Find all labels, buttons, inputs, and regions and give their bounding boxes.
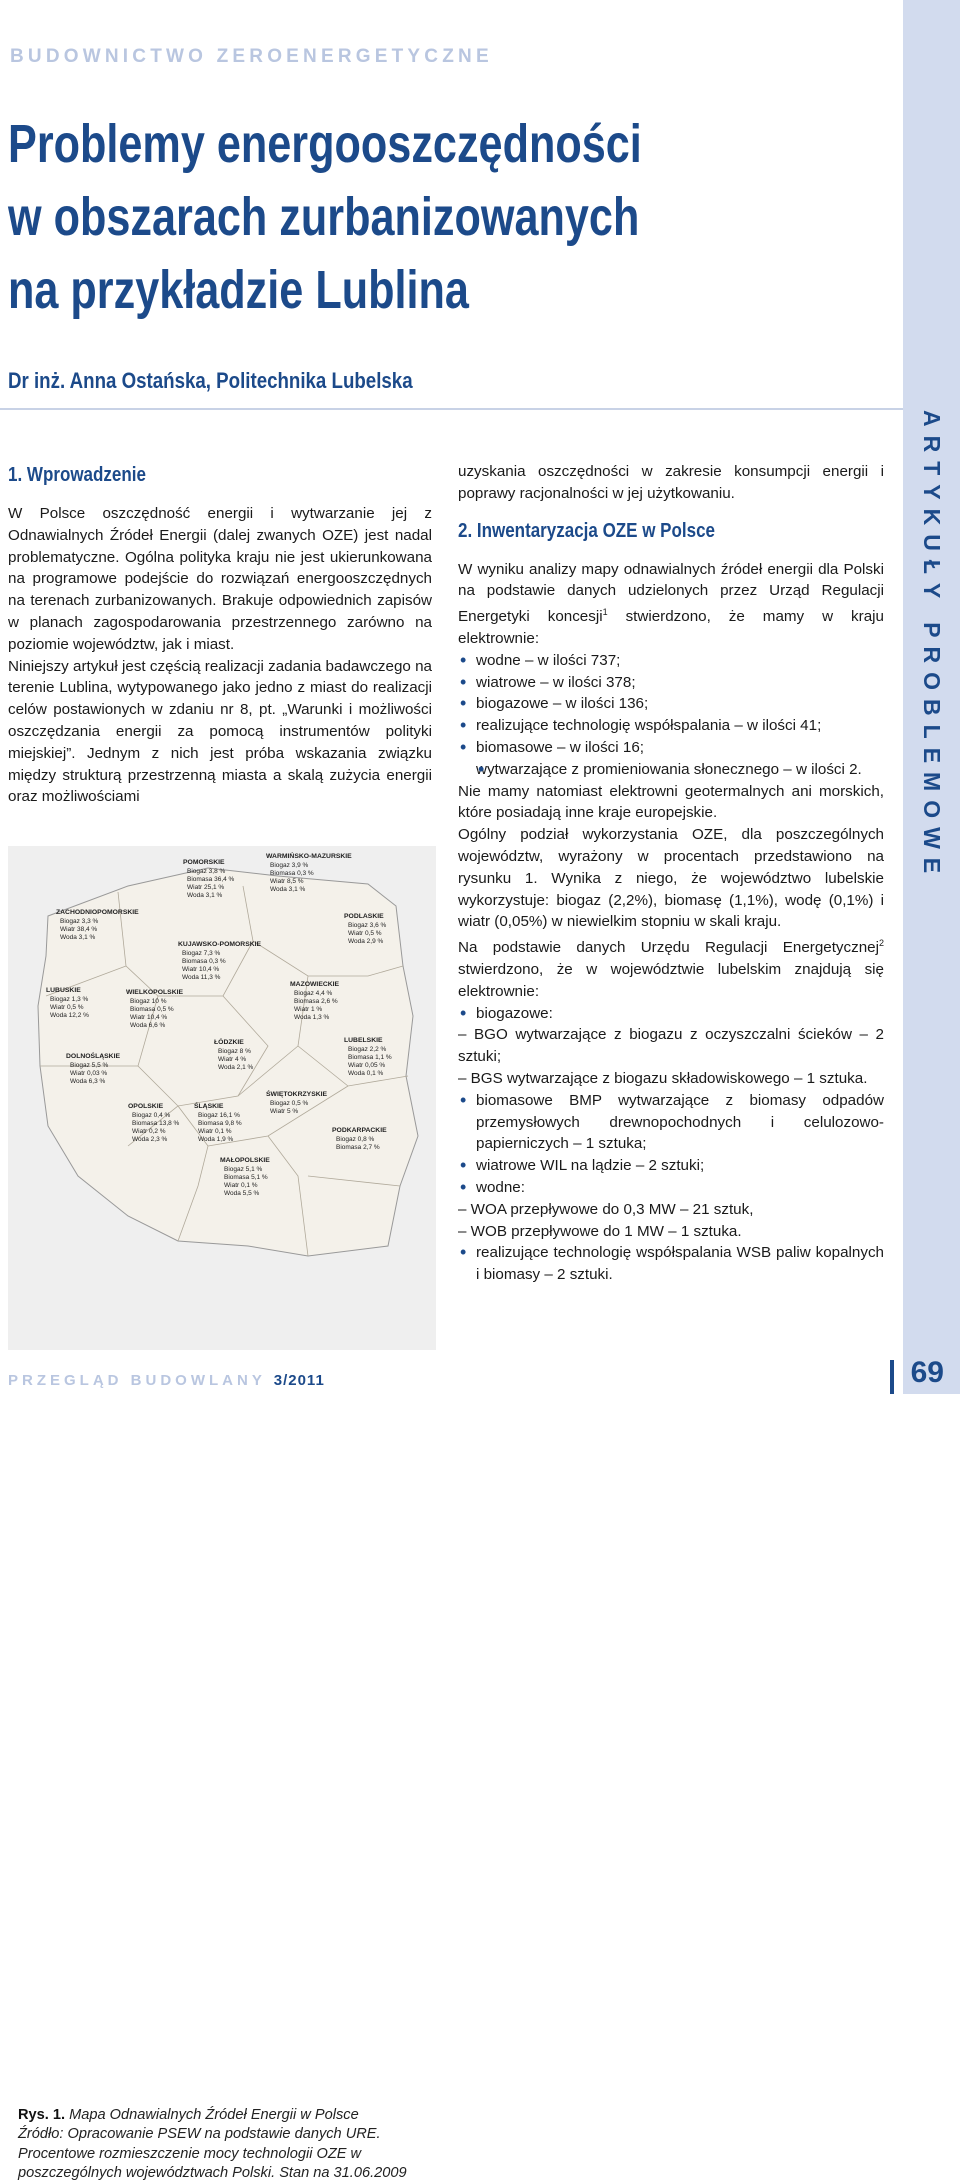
- inventory-paragraph-2: Nie mamy natomiast elektrowni geotermalnych ani morskich, które posiadają inne kraje europejskie.: [458, 782, 884, 822]
- poland-map: [8, 846, 436, 1266]
- list-item: • wiatrowe – w ilości 378;: [458, 672, 884, 694]
- region-value: Biogaz 10 %: [130, 998, 167, 1005]
- inventory-paragraph-4: [458, 933, 884, 1002]
- footer-divider: [890, 1360, 894, 1394]
- title-line-2: w obszarach zurbanizowanych: [8, 187, 640, 247]
- region-value: Biogaz 1,3 %: [50, 996, 89, 1003]
- region-value: Biogaz 5,5 %: [70, 1062, 109, 1069]
- region-value: Biomasa 0,5 %: [130, 1006, 174, 1013]
- list-item: • wiatrowe WIL na lądzie – 2 sztuki;: [458, 1155, 884, 1177]
- region-name: OPOLSKIE: [128, 1103, 164, 1110]
- region-value: Woda 1,3 %: [294, 1014, 330, 1021]
- ure-text: Na podstawie danych Urzędu Regulacji Energetycznej: [458, 939, 879, 957]
- region-value: Wiatr 0,05 %: [348, 1062, 386, 1069]
- region-value: Biomasa 36,4 %: [187, 876, 235, 883]
- region-value: Wiatr 0,1 %: [198, 1128, 232, 1135]
- section-heading-intro: 1. Wprowadzenie: [8, 464, 146, 486]
- inventory-paragraph-1: [458, 559, 884, 650]
- region-value: Woda 3,1 %: [60, 934, 96, 941]
- intro-paragraph-2: Niniejszy artykuł jest częścią realizacji zadania badawczego na terenie Lublina, wytypowanego jako jedno z miast do realizacji celów postawionych w zdaniu nr 8, pt. „Warunki i możliwości oszczędzania energii za pomocą instrumentów polityki miejskiej”. Jednym z nich jest próba wskazania związku między strukturą przestrzenną miasta a skalą zużycia energii oraz możliwościami: [8, 657, 432, 806]
- region-value: Woda 6,6 %: [130, 1022, 166, 1029]
- section-kicker: BUDOWNICTWO ZEROENERGETYCZNE: [10, 46, 493, 67]
- list-item: • biogazowe:: [458, 1003, 884, 1025]
- region-value: Biogaz 3,8 %: [187, 868, 226, 875]
- region-value: Wiatr 0,1 %: [224, 1182, 258, 1189]
- inventory-paragraph-3: Ogólny podział wykorzystania OZE, dla poszczególnych województw, wyrażony w procentach przedstawiono na rysunku 1. Wynika z niego, że województwo lubelskie wykorzystuje: biogaz (2,2%), biomasę (1,1%), wodę (0,1%) i wiatr (0,05%) w niewielkim stopniu w skali kraju.: [458, 826, 884, 931]
- region-value: Wiatr 10,4 %: [130, 1014, 168, 1021]
- region-name: LUBELSKIE: [344, 1037, 383, 1044]
- region-name: ŚWIĘTOKRZYSKIE: [266, 1091, 328, 1098]
- region-value: Biomasa 2,7 %: [336, 1144, 380, 1151]
- region-value: Woda 3,1 %: [270, 886, 306, 893]
- region-value: Biogaz 7,3 %: [182, 950, 221, 957]
- list-item: • wodne:: [458, 1177, 884, 1199]
- author-line: Dr inż. Anna Ostańska, Politechnika Lubelska: [8, 368, 413, 393]
- header-divider: [0, 408, 903, 410]
- region-name: POMORSKIE: [183, 859, 225, 866]
- right-column: [458, 461, 884, 1286]
- region-name: DOLNOŚLĄSKIE: [66, 1053, 121, 1060]
- region-value: Woda 12,2 %: [50, 1012, 89, 1019]
- region-value: Biomasa 0,3 %: [182, 958, 226, 965]
- region-value: Biomasa 9,8 %: [198, 1120, 242, 1127]
- region-value: Biogaz 3,6 %: [348, 922, 387, 929]
- region-value: Woda 5,5 %: [224, 1190, 260, 1197]
- region-value: Wiatr 0,2 %: [132, 1128, 166, 1135]
- region-value: Biomasa 0,3 %: [270, 870, 314, 877]
- region-value: Biogaz 0,5 %: [270, 1100, 309, 1107]
- region-value: Biogaz 3,3 %: [60, 918, 99, 925]
- region-name: MAZOWIECKIE: [290, 981, 340, 988]
- region-name: WARMIŃSKO-MAZURSKIE: [266, 853, 352, 860]
- inventory-text: W wyniku analizy mapy odnawialnych źródeł energii dla Polski na podstawie danych udzielonych przez Urząd Regulacji Energetyki koncesji: [458, 560, 884, 626]
- region-value: Woda 2,9 %: [348, 938, 384, 945]
- article-title: [8, 108, 712, 327]
- region-value: Wiatr 25,1 %: [187, 884, 225, 891]
- region-value: Biomasa 13,8 %: [132, 1120, 180, 1127]
- region-name: PODLASKIE: [344, 913, 384, 920]
- region-value: Woda 3,1 %: [187, 892, 223, 899]
- region-name: ŚLĄSKIE: [194, 1103, 224, 1110]
- region-name: WIELKOPOLSKIE: [126, 989, 184, 996]
- footer-journal: [8, 1372, 325, 1389]
- list-subitem: – BGO wytwarzające z biogazu z oczyszczalni ścieków – 2 sztuki;: [458, 1026, 884, 1066]
- list-subitem: – WOA przepływowe do 0,3 MW – 21 sztuk,: [458, 1200, 754, 1218]
- region-value: Wiatr 0,5 %: [348, 930, 382, 937]
- region-value: Biogaz 4,4 %: [294, 990, 333, 997]
- list-item: • wytwarzające z promieniowania słonecznego – w ilości 2.: [458, 759, 884, 781]
- region-value: Woda 0,1 %: [348, 1070, 384, 1077]
- caption-label: Rys. 1.: [18, 2107, 66, 2123]
- continued-paragraph: uzyskania oszczędności w zakresie konsumpcji energii i poprawy racjonalności w jej użytkowaniu.: [458, 463, 884, 502]
- title-line-1: Problemy energooszczędności: [8, 114, 642, 174]
- region-value: Woda 11,3 %: [182, 974, 221, 981]
- region-value: Biogaz 0,8 %: [336, 1136, 375, 1143]
- journal-name: PRZEGLĄD BUDOWLANY: [8, 1372, 274, 1389]
- region-value: Wiatr 38,4 %: [60, 926, 98, 933]
- region-name: MAŁOPOLSKIE: [220, 1157, 270, 1164]
- footnote-ref-1: 1: [602, 607, 608, 618]
- caption-title: Mapa Odnawialnych Źródeł Energii w Polsce: [65, 2107, 359, 2123]
- intro-paragraph-1: W Polsce oszczędność energii i wytwarzanie jej z Odnawialnych Źródeł Energii (dalej zwanych OZE) jest nadal problematyczne. Ogólna polityka kraju nie jest ukierunkowana na programowe podejście do rozwiązań energooszczędnych na terenach zurbanizowanych. Brakuje odpowiednich zapisów w planach zagospodarowania przestrzennego zarówno na poziomie województw, jak i miast.: [8, 505, 432, 653]
- region-value: Wiatr 0,5 %: [50, 1004, 84, 1011]
- region-value: Woda 2,3 %: [132, 1136, 168, 1143]
- list-item: • biomasowe – w ilości 16;: [458, 737, 884, 759]
- title-line-3: na przykładzie Lublina: [8, 260, 469, 320]
- journal-issue: 3/2011: [273, 1372, 325, 1389]
- sidebar-label: ARTYKUŁY PROBLEMOWE: [919, 410, 945, 883]
- region-value: Wiatr 4 %: [218, 1056, 247, 1063]
- region-value: Biomasa 1,1 %: [348, 1054, 392, 1061]
- region-value: Woda 6,3 %: [70, 1078, 106, 1085]
- region-name: LUBUSKIE: [46, 987, 81, 994]
- figure-caption: [18, 2106, 438, 2184]
- list-item: • biomasowe BMP wytwarzające z biomasy odpadów przemysłowych drewnopochodnych i celulozowo-papierniczych – 1 sztuka;: [458, 1090, 884, 1155]
- region-value: Wiatr 1 %: [294, 1006, 323, 1013]
- region-value: Woda 1,9 %: [198, 1136, 234, 1143]
- caption-source: Źródło: Opracowanie PSEW na podstawie danych URE. Procentowe rozmieszczenie mocy technologii OZE w poszczególnych województwach Polski. Stan na 31.06.2009: [18, 2126, 407, 2182]
- region-value: Wiatr 0,03 %: [70, 1070, 108, 1077]
- list-item: • biogazowe – w ilości 136;: [458, 693, 884, 715]
- region-name: PODKARPACKIE: [332, 1127, 387, 1134]
- list-item: • realizujące technologię współspalania – w ilości 41;: [458, 715, 884, 737]
- section-heading-inventory: 2. Inwentaryzacja OZE w Polsce: [458, 519, 715, 542]
- region-name: ZACHODNIOPOMORSKIE: [56, 909, 139, 916]
- region-value: Biomasa 5,1 %: [224, 1174, 268, 1181]
- region-value: Wiatr 5 %: [270, 1108, 299, 1115]
- region-value: Biogaz 8 %: [218, 1048, 251, 1055]
- plant-type-list: [458, 650, 884, 781]
- list-item: • realizujące technologię współspalania WSB paliw kopalnych i biomasy – 2 sztuki.: [458, 1242, 884, 1286]
- region-name: ŁÓDZKIE: [214, 1039, 244, 1046]
- left-column: [8, 463, 432, 808]
- page-number: 69: [910, 1356, 944, 1389]
- sidebar-band: [903, 0, 960, 1394]
- region-value: Biogaz 2,2 %: [348, 1046, 387, 1053]
- region-value: Biomasa 2,6 %: [294, 998, 338, 1005]
- region-name: KUJAWSKO-POMORSKIE: [178, 941, 262, 948]
- region-value: Biogaz 3,9 %: [270, 862, 309, 869]
- list-subitem: – BGS wytwarzające z biogazu składowiskowego – 1 sztuka.: [458, 1070, 868, 1088]
- region-value: Biogaz 0,4 %: [132, 1112, 171, 1119]
- region-value: Wiatr 8,5 %: [270, 878, 304, 885]
- region-value: Biogaz 16,1 %: [198, 1112, 240, 1119]
- region-value: Woda 2,1 %: [218, 1064, 254, 1071]
- footnote-ref-2: 2: [878, 938, 884, 949]
- inventory-text-end: stwierdzono, że mamy w kraju elektrownie:: [458, 608, 884, 648]
- list-subitem: – WOB przepływowe do 1 MW – 1 sztuka.: [458, 1222, 742, 1240]
- lubelskie-plant-list: [458, 1003, 884, 1286]
- region-value: Wiatr 10,4 %: [182, 966, 220, 973]
- region-value: Biogaz 5,1 %: [224, 1166, 263, 1173]
- ure-text-end: stwierdzono, że w województwie lubelskim znajdują się elektrownie:: [458, 961, 884, 1000]
- list-item: • wodne – w ilości 737;: [458, 650, 884, 672]
